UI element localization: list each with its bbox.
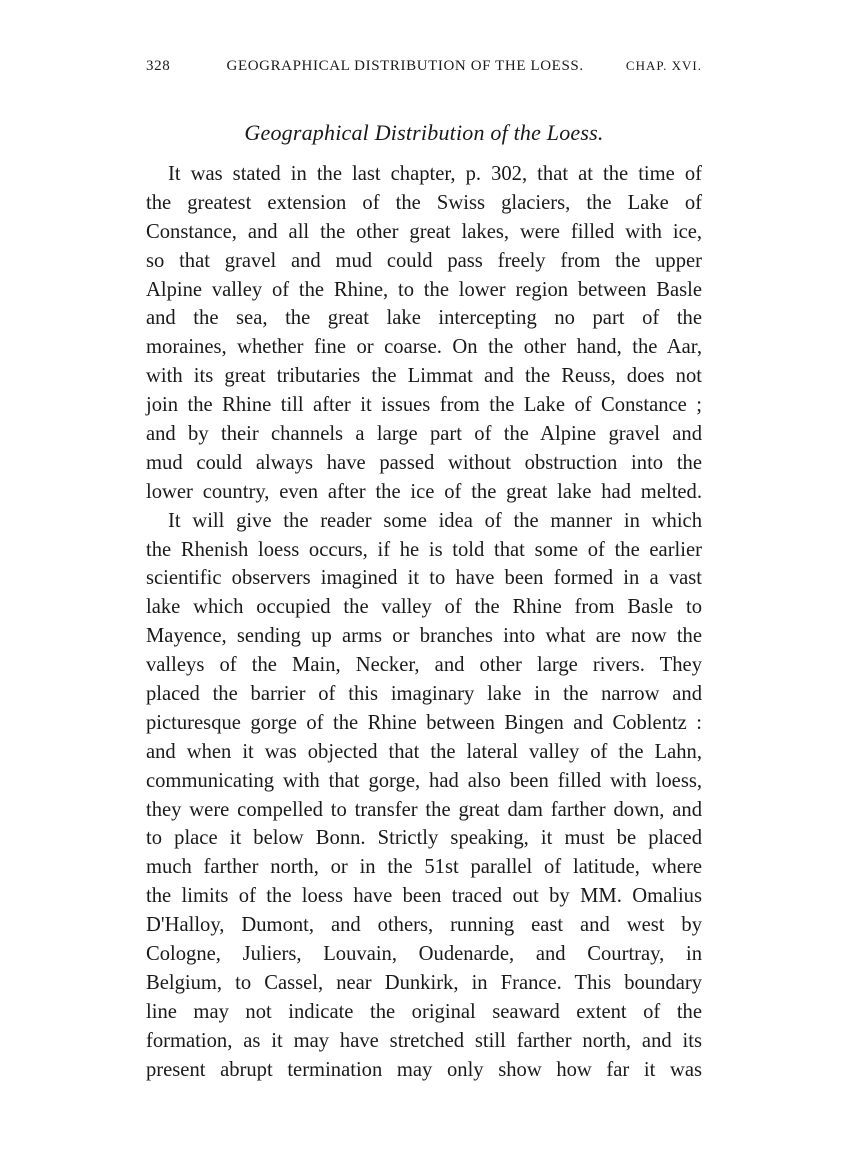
text-line: scientific observers imagined it to have been formed in a vast xyxy=(146,567,702,590)
book-page xyxy=(146,58,702,1085)
text-line: and the sea, the great lake intercepting no part of the xyxy=(146,307,702,330)
text-line: It was stated in the last chapter, p. 302, that at the time of xyxy=(168,163,702,185)
text-line: the greatest extension of the Swiss glaciers, the Lake of xyxy=(146,191,702,214)
paragraph-2 xyxy=(146,507,702,1085)
text-line: Alpine valley of the Rhine, to the lower region between Basle xyxy=(146,278,702,301)
text-line: line may not indicate the original seaward extent of the xyxy=(146,1000,702,1023)
text-line: so that gravel and mud could pass freely from the upper xyxy=(146,249,702,272)
text-line: much farther north, or in the 51st parallel of latitude, where xyxy=(146,856,702,879)
text-line: they were compelled to transfer the great dam farther down, and xyxy=(146,798,702,821)
text-line: picturesque gorge of the Rhine between Bingen and Coblentz : xyxy=(146,711,702,734)
text-line: Mayence, sending up arms or branches into what are now the xyxy=(146,625,702,648)
text-line: formation, as it may have stretched still farther north, and its xyxy=(146,1029,702,1052)
text-line: join the Rhine till after it issues from the Lake of Constance ; xyxy=(146,394,702,417)
text-line: valleys of the Main, Necker, and other large rivers. They xyxy=(146,654,702,677)
text-line: Belgium, to Cassel, near Dunkirk, in France. This boundary xyxy=(146,971,702,994)
text-line: D'Halloy, Dumont, and others, running east and west by xyxy=(146,914,702,937)
text-line: placed the barrier of this imaginary lake in the narrow and xyxy=(146,683,702,706)
text-line: and by their channels a large part of the Alpine gravel and xyxy=(146,423,702,446)
text-line: lower country, even after the ice of the great lake had melted. xyxy=(146,480,702,503)
text-line: to place it below Bonn. Strictly speaking, it must be placed xyxy=(146,827,702,850)
text-line: the Rhenish loess occurs, if he is told that some of the earlier xyxy=(146,538,702,561)
text-line: present abrupt termination may only show how far it was xyxy=(146,1058,702,1081)
running-header xyxy=(146,58,702,84)
text-line: lake which occupied the valley of the Rhine from Basle to xyxy=(146,596,702,619)
text-line: Constance, and all the other great lakes, were filled with ice, xyxy=(146,220,702,243)
text-line: moraines, whether fine or coarse. On the other hand, the Aar, xyxy=(146,336,702,359)
text-line: It will give the reader some idea of the manner in which xyxy=(168,509,702,532)
page-number: 328 xyxy=(146,58,171,74)
text-line: and when it was objected that the lateral valley of the Lahn, xyxy=(146,740,702,763)
text-line: Cologne, Juliers, Louvain, Oudenarde, and Courtray, in xyxy=(146,943,702,966)
text-line: the limits of the loess have been traced out by MM. Omalius xyxy=(146,885,702,908)
text-line: mud could always have passed without obstruction into the xyxy=(146,451,702,474)
text-line: communicating with that gorge, had also been filled with loess, xyxy=(146,769,702,792)
running-title: GEOGRAPHICAL DISTRIBUTION OF THE LOESS. xyxy=(226,58,584,74)
section-title: Geographical Distribution of the Loess. xyxy=(244,120,604,145)
text-line: with its great tributaries the Limmat and the Reuss, does not xyxy=(146,365,702,388)
paragraph-1 xyxy=(146,160,702,507)
chapter-label: CHAP. XVI. xyxy=(625,58,702,73)
